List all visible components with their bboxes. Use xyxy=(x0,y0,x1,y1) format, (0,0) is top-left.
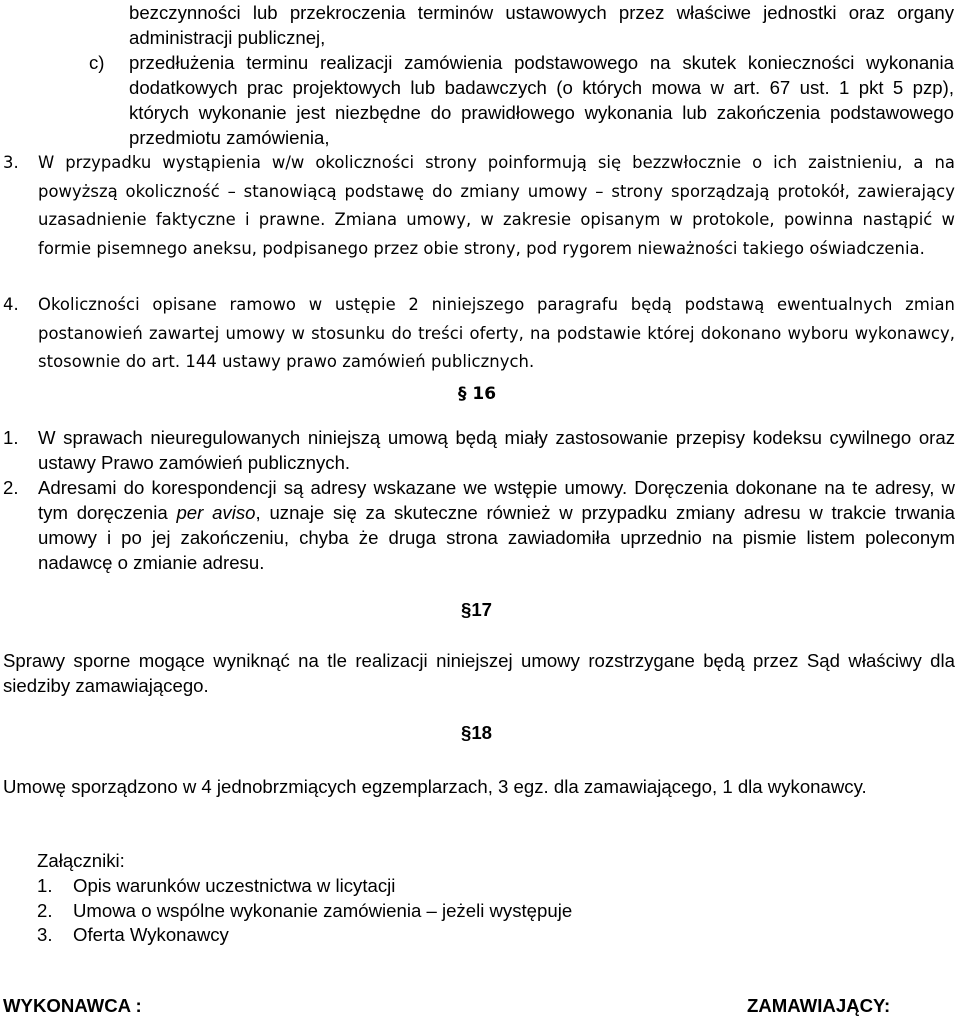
section-16-item-2 xyxy=(3,475,955,575)
point-c xyxy=(89,50,954,150)
section-16-item-2-number: 2. xyxy=(3,477,19,498)
section-16-item-2-text xyxy=(38,475,955,575)
attachment-2-text: Umowa o wspólne wykonanie zamówienia – jeżeli występuje xyxy=(73,900,573,921)
signature-client-label: ZAMAWIAJĄCY: xyxy=(747,995,891,1016)
point-b-text: bezczynności lub przekroczenia terminów ustawowych przez właściwe jednostki oraz organy administracji publicznej, xyxy=(129,2,954,48)
attachment-2-number: 2. xyxy=(37,900,53,921)
section-16-item-2-text-b: , uznaje się za skuteczne również w przypadku zmiany adresu w trakcie trwania umowy i po jej zakończeniu, chyba że druga strona zawiadomiła uprzednio na pismie listem poleconym nadawcę o zmianie adresu. xyxy=(38,502,955,573)
section-17-text: Sprawy sporne mogące wyniknąć na tle realizacji niniejszej umowy rozstrzygane będą przez Sąd właściwy dla siedziby zamawiającego. xyxy=(3,650,955,696)
clause-3-text: W przypadku wystąpienia w/w okoliczności strony poinformują się bezzwłocznie o ich zaistnieniu, a na powyższą okoliczność – stanowiącą podstawę do zmiany umowy – strony sporządzają protokół, zawierający uzasadnienie faktyczne i prawne. Zmiana umowy, w zakresie opisanym w protokole, powinna nastąpić w formie pisemnego aneksu, podpisanego przez obie strony, pod rygorem nieważności takiego oświadczenia. xyxy=(38,153,955,258)
attachment-item-1 xyxy=(37,873,737,898)
signature-contractor-label: WYKONAWCA : xyxy=(3,995,142,1016)
section-18-text: Umowę sporządzono w 4 jednobrzmiących egzemplarzach, 3 egz. dla zamawiającego, 1 dla wykonawcy. xyxy=(3,776,867,797)
clause-4-number: 4. xyxy=(3,295,19,314)
attachment-item-3 xyxy=(37,922,737,947)
section-17-heading: §17 xyxy=(461,599,493,620)
attachment-item-2 xyxy=(37,898,737,923)
section-16-heading: § 16 xyxy=(458,384,497,404)
section-16-item-1-number: 1. xyxy=(3,427,19,448)
section-16-item-2-italic: per aviso xyxy=(176,502,256,523)
attachment-1-text: Opis warunków uczestnictwa w licytacji xyxy=(73,875,396,896)
section-16-item-1 xyxy=(3,425,955,475)
point-c-marker: c) xyxy=(89,52,105,73)
clause-4-text: Okoliczności opisane ramowo w ustępie 2 niniejszego paragrafu będą podstawą ewentualnych zmian postanowień zawartej umowy w stosunku do treści oferty, na podstawie której dokonano wyboru wykonawcy, stosownie do art. 144 ustawy prawo zamówień publicznych. xyxy=(38,295,955,371)
section-16-item-2-text-a: Adresami do korespondencji są adresy wskazane we wstępie umowy. Doręczenia dokonane na te adresy, w tym doręczenia xyxy=(38,477,955,523)
attachment-1-number: 1. xyxy=(37,875,53,896)
attachment-3-text: Oferta Wykonawcy xyxy=(73,924,229,945)
attachment-3-number: 3. xyxy=(37,924,53,945)
section-18-heading: §18 xyxy=(461,722,493,743)
section-16-item-1-text: W sprawach nieuregulowanych niniejszą umową będą miały zastosowanie przepisy kodeksu cywilnego oraz ustawy Prawo zamówień publicznych. xyxy=(38,427,955,473)
clause-item-4 xyxy=(3,291,955,377)
attachments-title: Załączniki: xyxy=(37,850,125,871)
point-b-continuation xyxy=(129,0,954,50)
clause-item-3 xyxy=(3,149,955,263)
clause-3-number: 3. xyxy=(3,153,19,172)
point-c-text: przedłużenia terminu realizacji zamówienia podstawowego na skutek konieczności wykonania dodatkowych prac projektowych lub badawczych (o których mowa w art. 67 ust. 1 pkt 5 pzp), których wykonanie jest niezbędne do prawidłowego wykonania lub zakończenia podstawowego przedmiotu zamówienia, xyxy=(129,52,954,148)
